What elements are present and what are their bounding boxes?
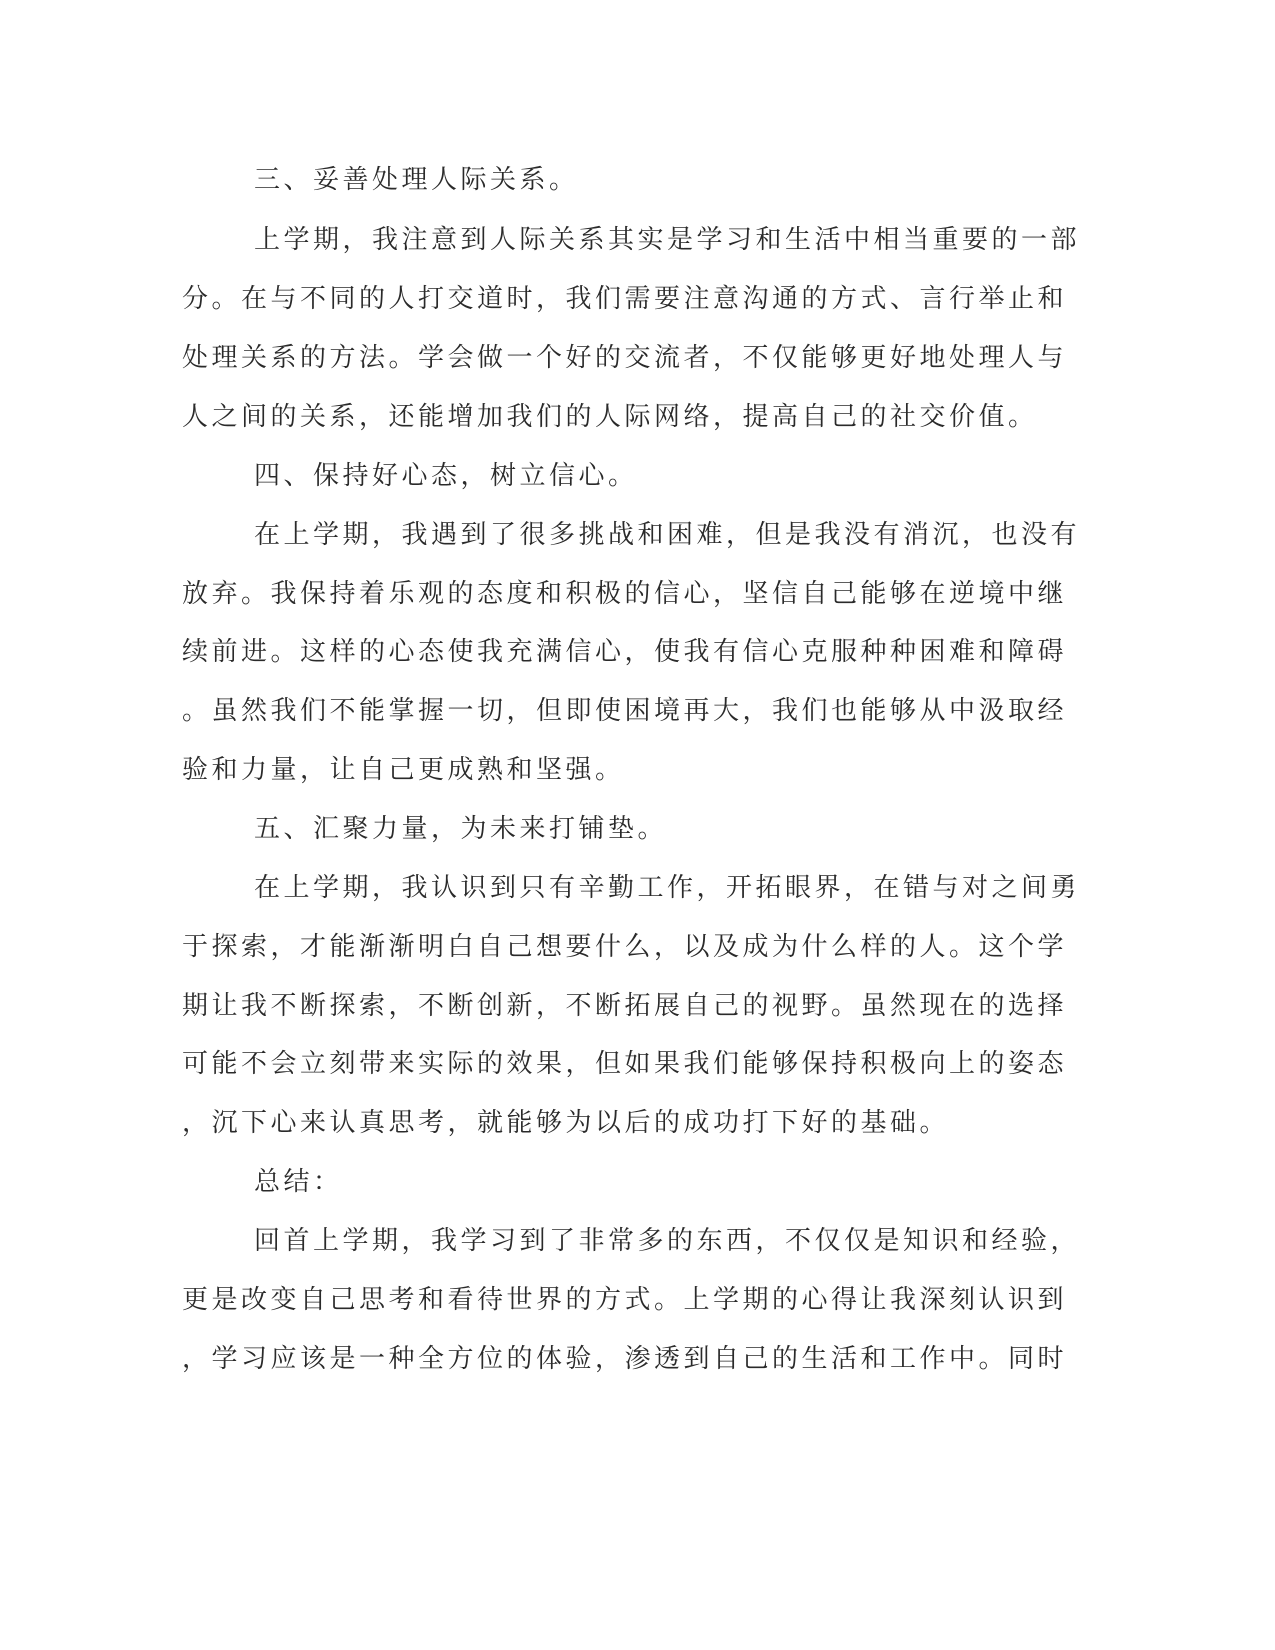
paragraph-line: 。虽然我们不能掌握一切，但即使困境再大，我们也能够从中汲取经 bbox=[182, 696, 1068, 726]
paragraph-line: 人之间的关系，还能增加我们的人际网络，提高自己的社交价值。 bbox=[182, 402, 1038, 432]
paragraph-line: 处理关系的方法。学会做一个好的交流者，不仅能够更好地处理人与 bbox=[182, 343, 1068, 373]
paragraph-line: 在上学期，我认识到只有辛勤工作，开拓眼界，在错与对之间勇 bbox=[254, 873, 1081, 903]
paragraph-line: 在上学期，我遇到了很多挑战和困难，但是我没有消沉，也没有 bbox=[254, 520, 1081, 550]
paragraph-line: 验和力量，让自己更成熟和坚强。 bbox=[182, 755, 625, 785]
summary-heading: 总结： bbox=[254, 1167, 343, 1197]
paragraph-line: 续前进。这样的心态使我充满信心，使我有信心克服种种困难和障碍 bbox=[182, 637, 1068, 667]
section-heading-four: 四、保持好心态，树立信心。 bbox=[254, 461, 638, 491]
paragraph-line: 可能不会立刻带来实际的效果，但如果我们能够保持积极向上的姿态 bbox=[182, 1049, 1068, 1079]
paragraph-line: 上学期，我注意到人际关系其实是学习和生活中相当重要的一部 bbox=[254, 225, 1081, 255]
paragraph-line: 分。在与不同的人打交道时，我们需要注意沟通的方式、言行举止和 bbox=[182, 284, 1068, 314]
section-heading-three: 三、妥善处理人际关系。 bbox=[254, 165, 579, 195]
section-heading-five: 五、汇聚力量，为未来打铺垫。 bbox=[254, 814, 668, 844]
paragraph-line: ，沉下心来认真思考，就能够为以后的成功打下好的基础。 bbox=[182, 1108, 950, 1138]
paragraph-line: 期让我不断探索，不断创新，不断拓展自己的视野。虽然现在的选择 bbox=[182, 991, 1068, 1021]
paragraph-line: 于探索，才能渐渐明白自己想要什么，以及成为什么样的人。这个学 bbox=[182, 932, 1068, 962]
paragraph-line: 放弃。我保持着乐观的态度和积极的信心，坚信自己能够在逆境中继 bbox=[182, 579, 1068, 609]
paragraph-line: 回首上学期，我学习到了非常多的东西，不仅仅是知识和经验， bbox=[254, 1226, 1081, 1256]
paragraph-line: ，学习应该是一种全方位的体验，渗透到自己的生活和工作中。同时 bbox=[182, 1344, 1068, 1374]
paragraph-line: 更是改变自己思考和看待世界的方式。上学期的心得让我深刻认识到 bbox=[182, 1285, 1068, 1315]
